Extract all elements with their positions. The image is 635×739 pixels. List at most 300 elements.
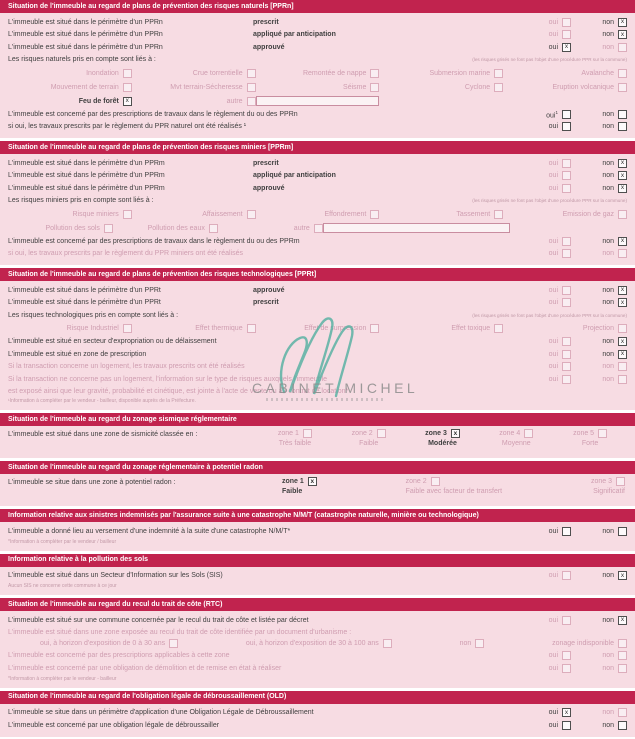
question-row — [8, 16, 627, 29]
risk-checkbox[interactable] — [123, 69, 132, 78]
question-row — [8, 650, 627, 663]
non-checkbox[interactable]: x — [618, 298, 627, 307]
yes-no-group — [529, 571, 627, 580]
section-old — [0, 691, 635, 737]
question-label: L'immeuble est situé dans le périmètre d'un PPRt — [8, 286, 161, 294]
oui-option — [529, 616, 571, 625]
non-option — [585, 708, 627, 717]
statement-label: L'immeuble est situé dans une zone exposée au recul du trait de côte identifiée par un document d'urbanisme : — [8, 628, 352, 636]
oui-option — [529, 237, 571, 246]
oui-option — [529, 286, 571, 295]
risk-checkbox[interactable] — [494, 69, 503, 78]
zone-option — [573, 429, 607, 438]
question-label: L'immeuble est situé dans le périmètre d'un PPRm — [8, 172, 165, 180]
oui-checkbox[interactable] — [562, 616, 571, 625]
non-label: non — [602, 299, 614, 307]
option-label: oui, à horizon d'exposition de 30 à 100 ans — [245, 640, 379, 648]
yes-no-group — [529, 18, 627, 27]
non-option — [585, 350, 627, 359]
zone-name: Faible — [359, 440, 379, 447]
oui-label: oui — [548, 616, 558, 624]
footnote: *Information à compléter par le vendeur - bailleur — [8, 675, 117, 682]
non-checkbox[interactable]: x — [618, 30, 627, 39]
oui-checkbox[interactable] — [562, 159, 571, 168]
non-checkbox[interactable]: x — [618, 571, 627, 580]
question-row — [8, 170, 627, 183]
risk-checkbox[interactable] — [123, 83, 132, 92]
non-checkbox[interactable] — [618, 110, 627, 119]
status-label: approuvé — [253, 43, 285, 51]
risk-checkbox[interactable] — [247, 210, 256, 219]
non-label: non — [602, 721, 614, 729]
risk-input-cell — [323, 223, 522, 233]
oui-checkbox[interactable] — [562, 184, 571, 193]
oui-option — [529, 298, 571, 307]
option-checkbox[interactable] — [618, 639, 627, 648]
oui-checkbox[interactable]: x — [562, 708, 571, 717]
non-label: non — [602, 43, 614, 51]
oui-option — [529, 43, 571, 52]
non-label: non — [602, 184, 614, 192]
section-pprm — [0, 141, 635, 265]
non-checkbox[interactable] — [618, 43, 627, 52]
section-catnat — [0, 509, 635, 551]
non-checkbox[interactable] — [618, 708, 627, 717]
zone-checkbox[interactable]: x — [451, 429, 460, 438]
oui-label: oui — [548, 527, 558, 535]
section-body — [0, 154, 635, 265]
oui-label: oui — [548, 18, 558, 26]
oui-checkbox[interactable] — [562, 337, 571, 346]
non-option — [585, 171, 627, 180]
oui-checkbox[interactable] — [562, 362, 571, 371]
zone-row — [8, 429, 627, 453]
question-row — [8, 707, 627, 720]
non-checkbox[interactable]: x — [618, 337, 627, 346]
risk-label: Effet toxique — [451, 325, 491, 332]
non-checkbox[interactable] — [618, 721, 627, 730]
risk-row — [8, 94, 627, 108]
option-label: zonage indisponible — [552, 640, 614, 648]
section-body — [0, 522, 635, 551]
oui-checkbox[interactable] — [562, 375, 571, 384]
section-sismique — [0, 413, 635, 458]
oui-label: oui — [548, 184, 558, 192]
yes-no-group — [529, 350, 627, 359]
risk-label: Emission de gaz — [562, 210, 614, 218]
horizon-options-row — [8, 638, 627, 650]
yes-no-group — [529, 110, 627, 119]
non-checkbox[interactable]: x — [618, 159, 627, 168]
zone-checkbox[interactable]: x — [308, 477, 317, 486]
yes-no-group — [529, 249, 627, 258]
risk-label: autre — [293, 224, 310, 232]
oui-option — [529, 159, 571, 168]
risk-cell — [379, 210, 503, 219]
oui-label: oui — [548, 31, 558, 39]
non-label: non — [602, 110, 614, 118]
risk-row — [8, 207, 627, 221]
oui-checkbox[interactable] — [562, 286, 571, 295]
risk-checkbox[interactable] — [247, 83, 256, 92]
risk-label: Risque Industriel — [66, 325, 119, 332]
oui-label: oui — [548, 375, 558, 383]
option-checkbox[interactable] — [475, 639, 484, 648]
zone-label: zone 1 — [277, 430, 299, 437]
risk-label: Inondation — [86, 69, 119, 77]
risk-checkbox[interactable] — [209, 224, 218, 233]
oui-checkbox[interactable] — [562, 721, 571, 730]
risk-checkbox[interactable] — [370, 69, 379, 78]
non-checkbox[interactable] — [618, 651, 627, 660]
question-label: L'immeuble est concerné par des prescriptions de travaux dans le règlement du ou des PPRm — [8, 237, 300, 245]
oui-option — [529, 122, 571, 131]
zone-name: Forte — [581, 440, 599, 447]
non-checkbox[interactable]: x — [618, 286, 627, 295]
oui-checkbox[interactable] — [562, 237, 571, 246]
non-option — [585, 651, 627, 660]
risk-checkbox[interactable] — [494, 324, 503, 333]
zone-checkbox[interactable] — [377, 429, 386, 438]
oui-checkbox[interactable] — [562, 110, 571, 119]
risk-cell — [132, 97, 256, 106]
oui-label: oui — [548, 350, 558, 358]
question-row — [8, 719, 627, 732]
zone-checkbox[interactable] — [524, 429, 533, 438]
zone-cell — [553, 429, 627, 447]
risk-checkbox[interactable] — [618, 69, 627, 78]
section-sols — [0, 554, 635, 596]
zone-question-label: L'immeuble se situe dans une zone à potentiel radon : — [8, 479, 176, 486]
risk-cell — [8, 210, 132, 219]
oui-label: oui — [548, 652, 558, 660]
oui-option — [529, 171, 571, 180]
risk-list-intro-row — [8, 309, 627, 322]
risk-cell — [256, 210, 380, 219]
non-checkbox[interactable]: x — [618, 171, 627, 180]
non-option — [585, 286, 627, 295]
non-label: non — [602, 338, 614, 346]
footnote: ¹Information à compléter par le vendeur - bailleur, disponible auprès de la Préfecture. — [8, 398, 196, 404]
non-label: non — [602, 572, 614, 580]
risk-cell — [132, 83, 256, 92]
section-body — [0, 281, 635, 410]
question-row — [8, 297, 627, 310]
non-option — [585, 18, 627, 27]
question-row — [8, 570, 627, 583]
non-checkbox[interactable] — [618, 122, 627, 131]
risk-label: Séisme — [343, 83, 367, 91]
horizon-option — [552, 639, 627, 648]
zone-cells — [258, 477, 627, 495]
zone-cell — [332, 429, 406, 447]
zone-cell — [258, 429, 332, 447]
question-label: L'immeuble a donné lieu au versement d'une indemnité à la suite d'une catastrophe N/M/T* — [8, 527, 291, 535]
non-label: non — [602, 652, 614, 660]
section-header: Situation de l'immeuble au regard de l'obligation légale de débroussaillement (OLD) — [0, 691, 635, 704]
risk-checkbox[interactable] — [370, 210, 379, 219]
section-body — [0, 567, 635, 596]
risk-label: Pollution des sols — [45, 224, 100, 232]
oui-option — [529, 362, 571, 371]
zone-checkbox[interactable] — [431, 477, 440, 486]
non-checkbox[interactable]: x — [618, 350, 627, 359]
zone-label: zone 3 — [425, 430, 447, 437]
risk-checkbox[interactable] — [370, 324, 379, 333]
section-rtc — [0, 598, 635, 688]
question-label: L'immeuble est situé dans le périmètre d'un PPRn — [8, 18, 163, 26]
non-option — [585, 184, 627, 193]
question-label: L'immeuble est situé dans le périmètre d'un PPRn — [8, 43, 163, 51]
question-row — [8, 182, 627, 195]
zone-checkbox[interactable] — [598, 429, 607, 438]
zone-row — [8, 477, 627, 501]
section-pprn — [0, 0, 635, 138]
non-checkbox[interactable]: x — [618, 237, 627, 246]
risk-checkbox[interactable] — [247, 69, 256, 78]
oui-checkbox[interactable] — [562, 18, 571, 27]
risk-label: Effet de surpression — [304, 325, 367, 332]
zone-cell — [258, 477, 317, 495]
question-label: L'immeuble est situé dans le périmètre d'un PPRm — [8, 184, 165, 192]
oui-checkbox[interactable] — [562, 298, 571, 307]
oui-option — [529, 337, 571, 346]
oui-option — [529, 249, 571, 258]
zone-label: zone 1 — [282, 478, 304, 485]
risk-cell — [132, 69, 256, 78]
risk-checkbox[interactable] — [370, 83, 379, 92]
yes-no-group — [529, 616, 627, 625]
question-label-line2 — [8, 386, 627, 398]
zone-option — [499, 429, 533, 438]
risk-cell — [379, 69, 503, 78]
oui-option — [529, 30, 571, 39]
risk-row — [8, 66, 627, 80]
risk-checkbox[interactable] — [618, 83, 627, 92]
section-body — [0, 611, 635, 688]
non-checkbox[interactable] — [618, 362, 627, 371]
oui-checkbox[interactable] — [562, 122, 571, 131]
option-checkbox[interactable] — [383, 639, 392, 648]
question-row — [8, 235, 627, 248]
oui-checkbox[interactable] — [562, 664, 571, 673]
yes-no-group — [529, 159, 627, 168]
question-label: L'immeuble est situé en secteur d'expropriation ou de délaissement — [8, 338, 217, 346]
non-option — [585, 30, 627, 39]
non-label: non — [602, 159, 614, 167]
question-label: L'immeuble est situé en zone de prescription — [8, 350, 147, 358]
zone-label: zone 4 — [499, 430, 521, 437]
question-row — [8, 284, 627, 297]
question-row — [8, 662, 627, 675]
option-label: non — [459, 640, 472, 648]
zone-option — [591, 477, 625, 486]
non-option — [585, 237, 627, 246]
non-checkbox[interactable] — [618, 375, 627, 384]
risk-label: Mvt terrain-Sécheresse — [170, 83, 243, 91]
oui-checkbox[interactable] — [562, 249, 571, 258]
risk-checkbox[interactable]: x — [123, 97, 132, 106]
oui-checkbox[interactable] — [562, 651, 571, 660]
yes-no-group — [529, 237, 627, 246]
risk-checkbox[interactable] — [494, 210, 503, 219]
zone-label: zone 2 — [405, 478, 427, 485]
status-label: appliqué par anticipation — [253, 172, 336, 180]
yes-no-group — [529, 337, 627, 346]
zone-name: Significatif — [593, 488, 625, 495]
yes-no-group — [529, 721, 627, 730]
oui-checkbox[interactable] — [562, 171, 571, 180]
non-option — [585, 110, 627, 119]
section-header: Situation de l'immeuble au regard du recul du trait de côte (RTC) — [0, 598, 635, 611]
zone-name: Faible avec facteur de transfert — [405, 488, 503, 495]
risk-label: Tassement — [456, 210, 491, 218]
question-label: L'immeuble est concerné par des prescriptions applicables à cette zone — [8, 652, 230, 660]
risk-row — [8, 322, 627, 336]
oui-option — [529, 651, 571, 660]
autre-text-input[interactable] — [256, 96, 380, 106]
risk-checkbox[interactable] — [618, 324, 627, 333]
section-header: Information relative aux sinistres indemnisés par l'assurance suite à une catastrophe N/M/T (catastrophe naturelle, minière ou technologique) — [0, 509, 635, 522]
yes-no-group — [529, 286, 627, 295]
risk-cell — [8, 83, 132, 92]
risk-label: Affaissement — [202, 210, 243, 218]
oui-option — [529, 664, 571, 673]
option-label: oui, à horizon d'exposition de 0 à 30 ans — [40, 640, 166, 648]
non-label: non — [602, 237, 614, 245]
risk-label: Mouvement de terrain — [50, 83, 119, 91]
non-checkbox[interactable]: x — [618, 184, 627, 193]
zone-name: Faible — [282, 488, 303, 495]
status-label: approuvé — [253, 184, 285, 192]
question-row — [8, 248, 627, 261]
risk-label: Effet thermique — [195, 325, 243, 332]
oui-checkbox[interactable] — [562, 571, 571, 580]
risk-cell — [8, 224, 113, 233]
horizon-option — [460, 639, 485, 648]
section-header: Situation de l'immeuble au regard de plans de prévention des risques miniers [PPRm] — [0, 141, 635, 154]
non-label: non — [602, 250, 614, 258]
question-label: L'immeuble est situé dans le périmètre d'un PPRm — [8, 159, 165, 167]
zone-checkbox[interactable] — [303, 429, 312, 438]
oui-checkbox[interactable] — [562, 527, 571, 536]
risk-checkbox[interactable] — [247, 97, 256, 106]
zone-option — [278, 429, 312, 438]
question-label: si oui, les travaux prescrits par le règlement du PPR miniers ont été réalisés — [8, 250, 243, 258]
non-checkbox[interactable]: x — [618, 18, 627, 27]
non-label: non — [602, 123, 614, 131]
oui-checkbox[interactable] — [562, 30, 571, 39]
zone-name: Très faible — [278, 440, 312, 447]
non-option — [585, 337, 627, 346]
non-checkbox[interactable]: x — [618, 616, 627, 625]
zone-checkbox[interactable] — [616, 477, 625, 486]
yes-no-group — [529, 708, 627, 717]
yes-no-group — [529, 122, 627, 131]
risk-cell — [379, 83, 503, 92]
footnote: Aucun SIS ne concerne cette commune à ce jour — [8, 583, 117, 589]
non-checkbox[interactable] — [618, 527, 627, 536]
non-checkbox[interactable] — [618, 664, 627, 673]
non-label: non — [602, 616, 614, 624]
non-option — [585, 616, 627, 625]
zone-cell — [479, 429, 553, 447]
risk-cell — [503, 83, 627, 92]
zone-question-label: L'immeuble est situé dans une zone de sismicité classée en : — [8, 431, 198, 438]
risk-checkbox[interactable] — [494, 83, 503, 92]
zone-label: zone 3 — [590, 478, 612, 485]
question-label: L'immeuble est situé dans le périmètre d'un PPRt — [8, 299, 161, 307]
non-label: non — [602, 31, 614, 39]
oui-checkbox[interactable]: x — [562, 43, 571, 52]
non-option — [585, 571, 627, 580]
horizon-option — [40, 639, 178, 648]
section-header: Situation de l'immeuble au regard du zonage réglementaire à potentiel radon — [0, 461, 635, 474]
risk-label: Feu de forêt — [78, 97, 119, 105]
oui-label: oui — [548, 43, 558, 51]
risk-list-intro-row — [8, 54, 627, 67]
risk-cell — [503, 324, 627, 333]
oui-checkbox[interactable] — [562, 350, 571, 359]
question-label: L'immeuble est situé sur une commune concernée par le recul du trait de côte et listée par décret — [8, 616, 309, 624]
non-checkbox[interactable] — [618, 249, 627, 258]
oui-label: oui — [548, 572, 558, 580]
risk-checkbox[interactable] — [247, 324, 256, 333]
risk-checkbox[interactable] — [104, 224, 113, 233]
horizon-option — [246, 639, 392, 648]
risk-checkbox[interactable] — [123, 210, 132, 219]
risk-label: Projection — [582, 325, 614, 332]
non-label: non — [602, 527, 614, 535]
non-label: non — [602, 363, 614, 371]
question-label: L'immeuble est concerné par des prescriptions de travaux dans le règlement du ou des PPRn — [8, 110, 298, 118]
oui-option — [529, 527, 571, 536]
yes-no-group — [529, 527, 627, 536]
question-label: L'immeuble est concerné par une obligation légale de débroussailler — [8, 721, 220, 729]
yes-no-group — [529, 171, 627, 180]
risk-label: Pollution des eaux — [147, 224, 205, 232]
risk-checkbox[interactable] — [123, 324, 132, 333]
non-option — [585, 159, 627, 168]
non-option — [585, 527, 627, 536]
oui-label: oui — [548, 250, 558, 258]
non-option — [585, 122, 627, 131]
status-label: prescrit — [253, 159, 279, 167]
risk-checkbox[interactable] — [618, 210, 627, 219]
oui-option — [529, 571, 571, 580]
oui-label: oui — [548, 299, 558, 307]
question-row — [8, 108, 627, 121]
autre-text-input[interactable] — [323, 223, 510, 233]
oui-label: oui — [548, 709, 558, 717]
question-label: si oui, les travaux prescrits par le règlement du PPR naturel ont été réalisés ¹ — [8, 123, 247, 131]
question-label: L'immeuble est situé dans un Secteur d'Information sur les Sols (SIS) — [8, 572, 223, 580]
yes-no-group — [529, 43, 627, 52]
oui-label: oui — [548, 363, 558, 371]
risk-checkbox[interactable] — [314, 224, 323, 233]
risk-label: Risque miniers — [72, 210, 119, 218]
option-checkbox[interactable] — [169, 639, 178, 648]
risk-label: Crue torrentielle — [192, 69, 243, 77]
yes-no-group — [529, 298, 627, 307]
non-option — [585, 721, 627, 730]
zone-cell — [591, 477, 627, 495]
section-body — [0, 13, 635, 138]
risk-cell — [218, 224, 323, 233]
zone-option — [425, 429, 460, 438]
section-header: Situation de l'immeuble au regard du zonage sismique réglementaire — [0, 413, 635, 426]
question-label: L'immeuble se situe dans un périmètre d'application d'une Obligation Légale de Débroussaillement — [8, 709, 314, 717]
